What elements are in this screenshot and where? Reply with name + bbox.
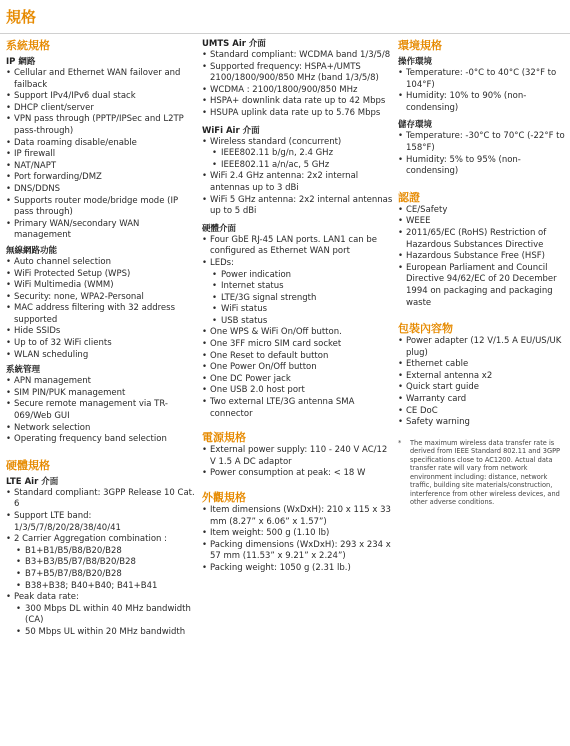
list-item: • Up to of 32 WiFi clients (6, 338, 196, 350)
list-item: • Cellular and Ethernet WAN failover and failback (6, 68, 196, 91)
wireless-feature-list (6, 257, 196, 361)
list-item: • Port forwarding/DMZ (6, 172, 196, 184)
list-item: • B38+B38; B40+B40; B41+B41 (16, 581, 196, 593)
list-item: • One Reset to default button (202, 351, 394, 363)
subsection-ip-network-title: IP 網路 (6, 57, 36, 67)
list-item: • B3+B3/B5/B7/B8/B20/B28 (16, 557, 196, 569)
leds-label: LEDs: (210, 257, 234, 268)
list-item: • CE DoC (398, 406, 570, 418)
column-left (6, 36, 196, 639)
subsection-wireless-title: 無線網路功能 (6, 245, 58, 256)
footnote-mark: * (398, 438, 402, 447)
list-item: • Support IPv4/IPv6 dual stack (6, 91, 196, 103)
subsection-wifi-air-title: WiFi Air 介面 (202, 125, 260, 136)
footnote-text: The maximum wireless data transfer rate is derived from IEEE Standard 802.11 and 3GPP specifications close to AC1200. Actual data transfer rate will vary from network environment including: distance, network traffic, building site materials/construction, interference from other wireless devices, and other adverse conditions. (410, 438, 561, 507)
subsection-system-management-title: 系統管理 (6, 365, 41, 376)
section-hardware-title: 硬體規格 (6, 458, 50, 472)
list-item: • Standard compliant: 3GPP Release 10 Cat. 6 (6, 488, 196, 511)
storage-environment-list (398, 131, 570, 177)
list-item: • APN management (6, 376, 196, 388)
power-list (202, 445, 394, 480)
list-item: • One 3FF micro SIM card socket (202, 339, 394, 351)
list-item: • Power indication (212, 270, 394, 282)
list-item: • One DC Power jack (202, 374, 394, 386)
list-item: • VPN pass through (PPTP/IPSec and L2TP pass-through) (6, 114, 196, 137)
list-item: • NAT/NAPT (6, 161, 196, 173)
operating-environment-list (398, 68, 570, 114)
section-environment-title: 環境規格 (398, 39, 442, 52)
leds-list (212, 270, 394, 328)
section-package-title: 包裝內容物 (398, 322, 453, 336)
list-item: • WiFi Multimedia (WMM) (6, 280, 196, 292)
peak-rate-label: Peak data rate: (14, 592, 79, 603)
list-item: • Temperature: -0°C to 40°C (32°F to 104°F) (398, 68, 570, 91)
list-item: • Item dimensions (WxDxH): 210 x 115 x 33 mm (8.27” x 6.06” x 1.57”) (202, 505, 394, 528)
spec-columns (6, 36, 564, 746)
section-physical-title: 外觀規格 (202, 491, 246, 504)
list-item: • 300 Mbps DL within 40 MHz bandwidth (CA) (16, 604, 196, 627)
list-item: • WiFi 2.4 GHz antenna: 2x2 internal antennas up to 3 dBi (202, 171, 394, 194)
ip-network-list (6, 68, 196, 242)
section-certification-title: 認證 (398, 190, 420, 204)
list-item: • WLAN scheduling (6, 350, 196, 362)
list-item: • WEEE (398, 216, 570, 228)
list-item (202, 137, 394, 172)
section-power-title: 電源規格 (202, 431, 246, 445)
list-item: • IP firewall (6, 149, 196, 161)
list-item: • Internet status (212, 281, 394, 293)
list-item: • DNS/DDNS (6, 184, 196, 196)
subsection-operating-title: 操作環境 (398, 57, 433, 67)
list-item (202, 258, 394, 328)
system-management-list (6, 376, 196, 446)
list-item: • Humidity: 5% to 95% (non-condensing) (398, 155, 570, 178)
lte-air-list (6, 488, 196, 639)
package-contents-list (398, 336, 570, 429)
ca-combination-label: 2 Carrier Aggregation combination : (14, 534, 167, 545)
umts-air-list (202, 50, 394, 120)
list-item: • Hazardous Substance Free (HSF) (398, 251, 570, 263)
list-item: • Data roaming disable/enable (6, 138, 196, 150)
wifi-air-list (202, 137, 394, 218)
list-item: • Four GbE RJ-45 LAN ports. LAN1 can be configured as Ethernet WAN port (202, 235, 394, 258)
subsection-umts-air-title: UMTS Air 介面 (202, 39, 266, 49)
wireless-standard-label: Wireless standard (concurrent) (210, 136, 342, 147)
certification-list (398, 205, 570, 309)
list-item: • USB status (212, 316, 394, 328)
list-item: • 2011/65/EC (RoHS) Restriction of Hazardous Substances Directive (398, 228, 570, 251)
list-item: • LTE/3G signal strength (212, 293, 394, 305)
list-item: • B1+B1/B5/B8/B20/B28 (16, 546, 196, 558)
list-item: • Power adapter (12 V/1.5 A EU/US/UK plug) (398, 336, 570, 359)
list-item: • 50 Mbps UL within 20 MHz bandwidth (16, 627, 196, 639)
list-item: • WCDMA : 2100/1800/900/850 MHz (202, 85, 394, 97)
list-item: • B7+B5/B7/B8/B20/B28 (16, 569, 196, 581)
list-item: • Security: none, WPA2-Personal (6, 292, 196, 304)
list-item (6, 592, 196, 638)
list-item: • Ethernet cable (398, 359, 570, 371)
list-item: • European Parliament and Council Directive 94/62/EC of 20 December 1994 on packaging and packaging waste (398, 263, 570, 309)
subsection-storage-title: 儲存環境 (398, 120, 433, 131)
list-item: • Auto channel selection (6, 257, 196, 269)
list-item: • CE/Safety (398, 205, 570, 217)
list-item: • Primary WAN/secondary WAN management (6, 219, 196, 242)
list-item: • Power consumption at peak: < 18 W (202, 468, 394, 480)
list-item: • Warranty card (398, 394, 570, 406)
list-item: • Safety warning (398, 417, 570, 429)
column-middle (202, 36, 394, 575)
title-divider (0, 33, 570, 34)
list-item: • WiFi 5 GHz antenna: 2x2 internal antennas up to 5 dBi (202, 195, 394, 218)
list-item: • Item weight: 500 g (1.10 lb) (202, 528, 394, 540)
list-item: • External power supply: 110 - 240 V AC/12 V 1.5 A DC adaptor (202, 445, 394, 468)
list-item: • Supported frequency: HSPA+/UMTS 2100/1800/900/850 MHz (band 1/3/5/8) (202, 62, 394, 85)
list-item: • WiFi Protected Setup (WPS) (6, 269, 196, 281)
subsection-lte-air-title: LTE Air 介面 (6, 476, 59, 487)
ca-combination-list (16, 546, 196, 592)
list-item: • Standard compliant: WCDMA band 1/3/5/8 (202, 50, 394, 62)
list-item: • Packing weight: 1050 g (2.31 lb.) (202, 563, 394, 575)
subsection-hardware-interface-title: 硬體介面 (202, 223, 237, 234)
wireless-standard-list (212, 148, 394, 171)
footnote (398, 439, 570, 507)
list-item: • One USB 2.0 host port (202, 385, 394, 397)
list-item: • Quick start guide (398, 382, 570, 394)
list-item: • SIM PIN/PUK management (6, 388, 196, 400)
list-item: • Secure remote management via TR-069/Web GUI (6, 399, 196, 422)
peak-rate-list (16, 604, 196, 639)
list-item (6, 534, 196, 592)
list-item: • WiFi status (212, 304, 394, 316)
list-item: • Support LTE band: 1/3/5/7/8/20/28/38/40/41 (6, 511, 196, 534)
list-item: • External antenna x2 (398, 371, 570, 383)
list-item: • Temperature: -30°C to 70°C (-22°F to 158°F) (398, 131, 570, 154)
column-right (398, 36, 570, 507)
list-item: • Operating frequency band selection (6, 434, 196, 446)
hardware-interface-list (202, 235, 394, 421)
list-item: • Humidity: 10% to 90% (non-condensing) (398, 91, 570, 114)
list-item: • IEEE802.11 b/g/n, 2.4 GHz (212, 148, 394, 160)
list-item: • HSUPA uplink data rate up to 5.76 Mbps (202, 108, 394, 120)
list-item: • DHCP client/server (6, 103, 196, 115)
list-item: • Two external LTE/3G antenna SMA connector (202, 397, 394, 420)
list-item: • MAC address filtering with 32 address supported (6, 303, 196, 326)
list-item: • Network selection (6, 423, 196, 435)
list-item: • One Power On/Off button (202, 362, 394, 374)
page-title: 規格 (6, 8, 37, 26)
list-item: • Packing dimensions (WxDxH): 293 x 234 x 57 mm (11.53” x 9.21” x 2.24”) (202, 540, 394, 563)
list-item: • Supports router mode/bridge mode (IP pass through) (6, 196, 196, 219)
list-item: • HSPA+ downlink data rate up to 42 Mbps (202, 96, 394, 108)
list-item: • One WPS & WiFi On/Off button. (202, 327, 394, 339)
list-item: • IEEE802.11 a/n/ac, 5 GHz (212, 160, 394, 172)
list-item: • Hide SSIDs (6, 326, 196, 338)
physical-list (202, 505, 394, 575)
section-system-title: 系統規格 (6, 39, 50, 52)
